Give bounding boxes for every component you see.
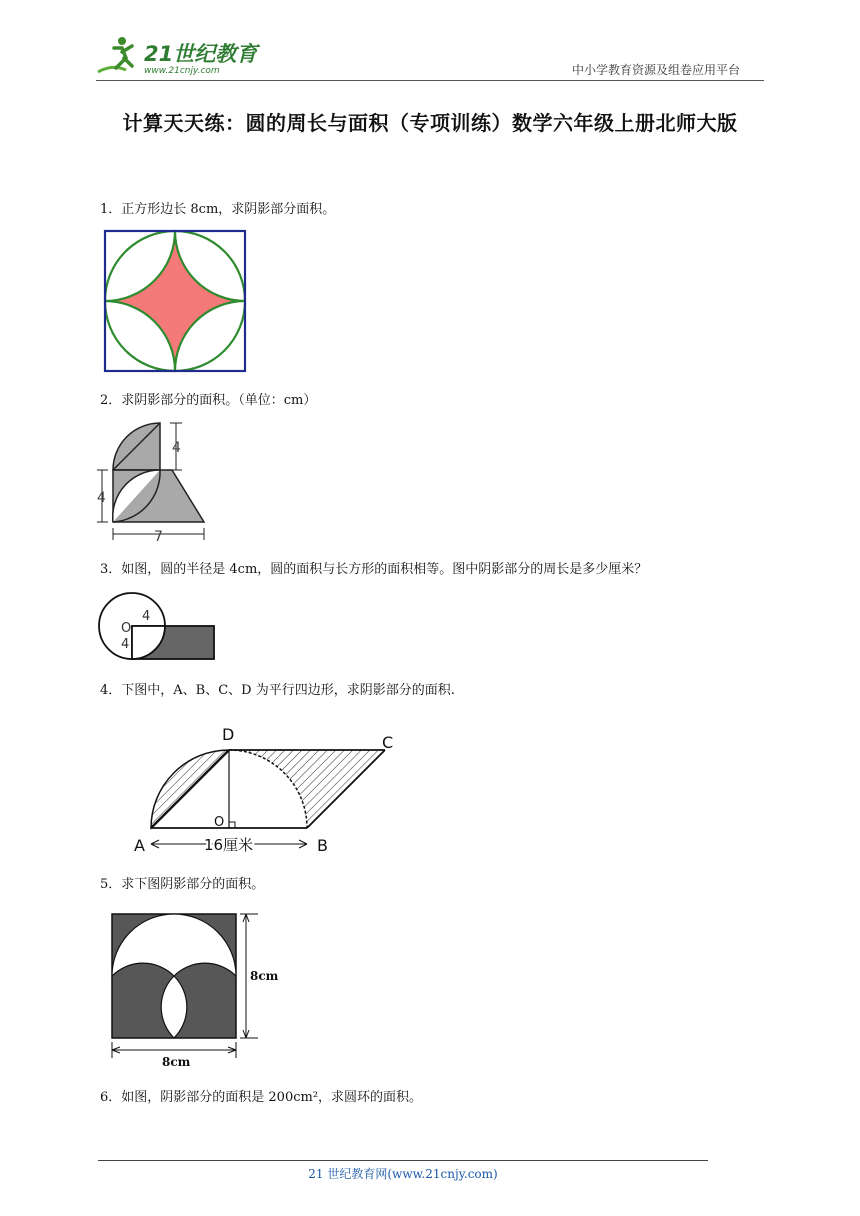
fig2-label-top: 4 — [172, 440, 181, 456]
fig5-label-side: 8cm — [250, 969, 279, 983]
fig2-label-bottom: 7 — [154, 529, 163, 542]
header-divider — [96, 80, 764, 81]
fig4-label-C: C — [382, 733, 394, 752]
fig4-label-O: O — [214, 815, 225, 830]
question-4-text: 4．下图中，A、B、C、D 为平行四边形，求阴影部分的面积. — [100, 683, 455, 698]
logo-text: 21世纪教育 — [144, 42, 258, 66]
question-4-figure — [130, 718, 400, 858]
runner-logo-icon — [98, 37, 132, 72]
fig3-label-center: O — [121, 621, 132, 636]
footer-text[interactable]: 21 世纪教育网(www.21cnjy.com) — [308, 1167, 498, 1181]
question-2-text: 2．求阴影部分的面积。（单位：cm） — [100, 393, 317, 408]
logo-url-text: www.21cnjy.com — [144, 66, 220, 76]
site-logo — [92, 34, 262, 78]
fig3-label-r2: 4 — [121, 637, 130, 652]
question-5-text: 5．求下图阴影部分的面积。 — [100, 877, 265, 892]
question-3-text: 3．如图，圆的半径是 4cm，圆的面积与长方形的面积相等。图中阴影部分的周长是多少厘米？ — [100, 562, 648, 577]
fig4-label-B: B — [317, 836, 328, 855]
fig4-label-A: A — [134, 836, 145, 855]
fig3-label-r1: 4 — [142, 609, 151, 624]
question-5-figure — [104, 906, 284, 1066]
question-1-figure — [100, 226, 250, 376]
document-title: 计算天天练：圆的周长与面积（专项训练）数学六年级上册北师大版 — [122, 111, 738, 135]
question-3-figure — [96, 590, 221, 666]
fig5-label-bottom: 8cm — [162, 1055, 191, 1066]
question-2-figure — [94, 414, 214, 542]
header-platform-text: 中小学教育资源及组卷应用平台 — [572, 63, 741, 77]
fig2-label-left: 4 — [97, 490, 106, 506]
fig4-label-base: 16厘米 — [204, 836, 254, 854]
question-1-text: 1．正方形边长 8cm，求阴影部分面积。 — [100, 202, 336, 217]
footer-divider — [98, 1160, 708, 1161]
fig4-label-D: D — [222, 725, 235, 744]
question-6-text: 6．如图，阴影部分的面积是 200cm²，求圆环的面积。 — [100, 1090, 423, 1105]
